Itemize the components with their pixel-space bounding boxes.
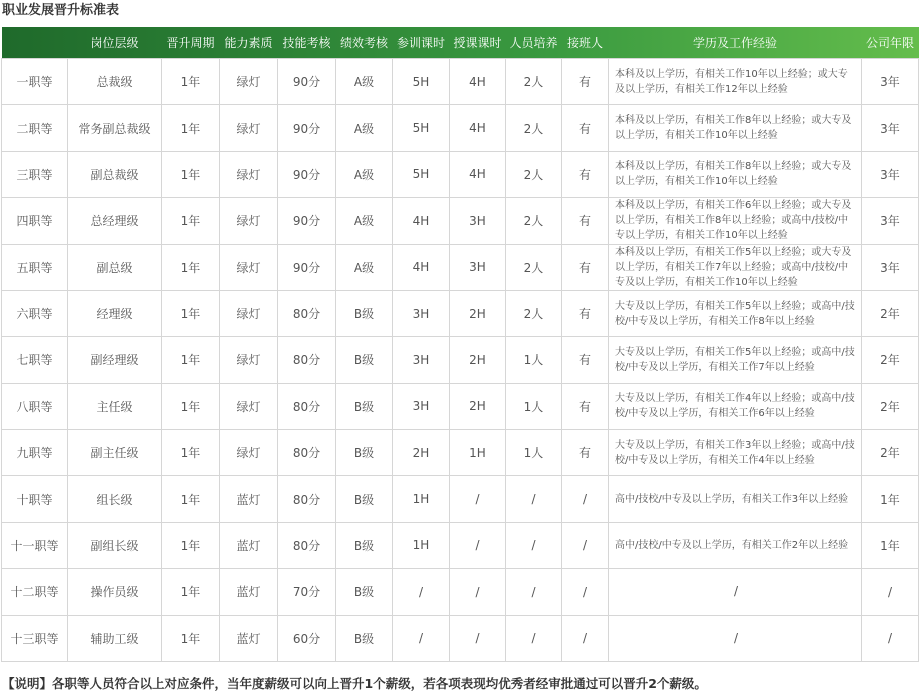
perf-cell: B级 (336, 569, 393, 615)
cycle-cell: 1年 (162, 244, 220, 290)
successor-cell: 有 (562, 383, 609, 429)
level-cell: 副主任级 (68, 430, 162, 476)
level-cell: 副经理级 (68, 337, 162, 383)
page-title: 职业发展晋升标准表 (2, 3, 120, 18)
cultivate-cell: / (506, 522, 562, 568)
teach-cell: / (450, 615, 506, 662)
header-perf-column: 绩效考核 (339, 36, 388, 50)
tenure-cell: 3年 (862, 105, 919, 151)
experience-cell: 本科及以上学历，有相关工作6年以上经验；或大专及以上学历，有相关工作8年以上经验；或高中/技校/中专以上学历，有相关工作10年以上经验 (609, 198, 862, 244)
grade-cell: 十三职等 (2, 615, 68, 662)
experience-cell: 大专及以上学历，有相关工作4年以上经验；或高中/技校/中专及以上学历，有相关工作6年以上经验 (609, 383, 862, 429)
teach-cell: 4H (450, 59, 506, 105)
table-row (2, 151, 919, 197)
cycle-cell: 1年 (162, 430, 220, 476)
cycle-cell: 1年 (162, 337, 220, 383)
tenure-cell: / (862, 569, 919, 615)
experience-cell: 本科及以上学历，有相关工作10年以上经验；或大专及以上学历，有相关工作12年以上经验 (609, 59, 862, 105)
header-cycle-column: 晋升周期 (166, 36, 215, 50)
header-cultivate-column: 人员培养 (509, 36, 558, 50)
teach-cell: 4H (450, 105, 506, 151)
train-cell: 1H (393, 476, 450, 522)
skill-cell: 90分 (278, 198, 336, 244)
perf-cell: B级 (336, 337, 393, 383)
table-row (2, 290, 919, 336)
skill-cell: 60分 (278, 615, 336, 662)
grade-cell: 十一职等 (2, 522, 68, 568)
cultivate-cell: 2人 (506, 151, 562, 197)
successor-cell: 有 (562, 105, 609, 151)
header-train-column: 参训课时 (396, 36, 445, 50)
level-cell: 总经理级 (68, 198, 162, 244)
cultivate-cell: / (506, 569, 562, 615)
level-cell: 副总裁级 (68, 151, 162, 197)
ability-cell: 绿灯 (220, 383, 278, 429)
successor-cell: 有 (562, 290, 609, 336)
tenure-cell: 3年 (862, 244, 919, 290)
skill-cell: 80分 (278, 476, 336, 522)
cycle-cell: 1年 (162, 569, 220, 615)
level-cell: 主任级 (68, 383, 162, 429)
perf-cell: A级 (336, 198, 393, 244)
table-row (2, 337, 919, 383)
teach-cell: 4H (450, 151, 506, 197)
table-row (2, 59, 919, 105)
perf-cell: B级 (336, 615, 393, 662)
cultivate-cell: / (506, 476, 562, 522)
train-cell: 2H (393, 430, 450, 476)
successor-cell: 有 (562, 430, 609, 476)
experience-cell: 本科及以上学历，有相关工作5年以上经验；或大专及以上学历，有相关工作7年以上经验；或高中/技校/中专及以上学历，有相关工作10年以上经验 (609, 244, 862, 290)
cultivate-cell: 1人 (506, 383, 562, 429)
train-cell: 3H (393, 337, 450, 383)
header-successor-column: 接班人 (566, 36, 603, 50)
table-row (2, 476, 919, 522)
promotion-standard-table (1, 27, 919, 662)
ability-cell: 绿灯 (220, 244, 278, 290)
grade-cell: 十职等 (2, 476, 68, 522)
ability-cell: 蓝灯 (220, 615, 278, 662)
ability-cell: 蓝灯 (220, 476, 278, 522)
skill-cell: 90分 (278, 105, 336, 151)
grade-cell: 六职等 (2, 290, 68, 336)
experience-cell: / (609, 615, 862, 662)
header-experience-column: 学历及工作经验 (692, 36, 777, 50)
train-cell: 1H (393, 522, 450, 568)
tenure-cell: 2年 (862, 290, 919, 336)
perf-cell: A级 (336, 105, 393, 151)
cultivate-cell: 1人 (506, 430, 562, 476)
teach-cell: 3H (450, 198, 506, 244)
cultivate-cell: / (506, 615, 562, 662)
tenure-cell: 3年 (862, 59, 919, 105)
level-cell: 总裁级 (68, 59, 162, 105)
table-row (2, 105, 919, 151)
teach-cell: 1H (450, 430, 506, 476)
cycle-cell: 1年 (162, 476, 220, 522)
cycle-cell: 1年 (162, 105, 220, 151)
grade-cell: 五职等 (2, 244, 68, 290)
cultivate-cell: 2人 (506, 59, 562, 105)
ability-cell: 绿灯 (220, 290, 278, 336)
train-cell: / (393, 615, 450, 662)
successor-cell: / (562, 522, 609, 568)
cultivate-cell: 2人 (506, 105, 562, 151)
grade-cell: 十二职等 (2, 569, 68, 615)
table-row (2, 198, 919, 244)
cycle-cell: 1年 (162, 151, 220, 197)
grade-cell: 三职等 (2, 151, 68, 197)
perf-cell: B级 (336, 290, 393, 336)
train-cell: 3H (393, 290, 450, 336)
table-row (2, 244, 919, 290)
cultivate-cell: 2人 (506, 290, 562, 336)
table-row (2, 569, 919, 615)
level-cell: 组长级 (68, 476, 162, 522)
table-row (2, 522, 919, 568)
ability-cell: 绿灯 (220, 198, 278, 244)
ability-cell: 绿灯 (220, 59, 278, 105)
teach-cell: 2H (450, 290, 506, 336)
train-cell: / (393, 569, 450, 615)
table-row (2, 383, 919, 429)
train-cell: 5H (393, 59, 450, 105)
train-cell: 4H (393, 244, 450, 290)
experience-cell: 高中/技校/中专及以上学历，有相关工作3年以上经验 (609, 476, 862, 522)
tenure-cell: 2年 (862, 337, 919, 383)
ability-cell: 绿灯 (220, 430, 278, 476)
skill-cell: 80分 (278, 290, 336, 336)
perf-cell: B级 (336, 430, 393, 476)
perf-cell: B级 (336, 522, 393, 568)
cycle-cell: 1年 (162, 59, 220, 105)
level-cell: 副组长级 (68, 522, 162, 568)
ability-cell: 绿灯 (220, 151, 278, 197)
teach-cell: 2H (450, 383, 506, 429)
perf-cell: A级 (336, 59, 393, 105)
experience-cell: 本科及以上学历，有相关工作8年以上经验；或大专及以上学历，有相关工作10年以上经验 (609, 105, 862, 151)
successor-cell: 有 (562, 244, 609, 290)
grade-cell: 四职等 (2, 198, 68, 244)
cultivate-cell: 2人 (506, 198, 562, 244)
train-cell: 5H (393, 105, 450, 151)
cultivate-cell: 1人 (506, 337, 562, 383)
tenure-cell: / (862, 615, 919, 662)
train-cell: 5H (393, 151, 450, 197)
tenure-cell: 2年 (862, 430, 919, 476)
perf-cell: A级 (336, 244, 393, 290)
level-cell: 操作员级 (68, 569, 162, 615)
header-ability-column: 能力素质 (224, 36, 273, 50)
successor-cell: 有 (562, 337, 609, 383)
experience-cell: 大专及以上学历，有相关工作5年以上经验；或高中/技校/中专及以上学历，有相关工作7年以上经验 (609, 337, 862, 383)
cycle-cell: 1年 (162, 198, 220, 244)
successor-cell: 有 (562, 198, 609, 244)
successor-cell: / (562, 569, 609, 615)
tenure-cell: 1年 (862, 476, 919, 522)
train-cell: 4H (393, 198, 450, 244)
header-teach-column: 授课课时 (453, 36, 502, 50)
level-cell: 经理级 (68, 290, 162, 336)
teach-cell: / (450, 522, 506, 568)
teach-cell: / (450, 569, 506, 615)
perf-cell: A级 (336, 151, 393, 197)
grade-cell: 一职等 (2, 59, 68, 105)
experience-cell: 大专及以上学历，有相关工作3年以上经验；或高中/技校/中专及以上学历，有相关工作4年以上经验 (609, 430, 862, 476)
skill-cell: 90分 (278, 244, 336, 290)
experience-cell: 本科及以上学历，有相关工作8年以上经验；或大专及以上学历，有相关工作10年以上经验 (609, 151, 862, 197)
cycle-cell: 1年 (162, 290, 220, 336)
cycle-cell: 1年 (162, 383, 220, 429)
tenure-cell: 3年 (862, 151, 919, 197)
level-cell: 副总级 (68, 244, 162, 290)
successor-cell: / (562, 476, 609, 522)
ability-cell: 蓝灯 (220, 522, 278, 568)
cycle-cell: 1年 (162, 522, 220, 568)
level-cell: 辅助工级 (68, 615, 162, 662)
successor-cell: 有 (562, 59, 609, 105)
teach-cell: / (450, 476, 506, 522)
table-header-row (2, 27, 919, 59)
perf-cell: B级 (336, 383, 393, 429)
skill-cell: 80分 (278, 522, 336, 568)
header-tenure-column: 公司年限 (865, 36, 914, 50)
cycle-cell: 1年 (162, 615, 220, 662)
tenure-cell: 1年 (862, 522, 919, 568)
skill-cell: 80分 (278, 430, 336, 476)
skill-cell: 80分 (278, 337, 336, 383)
teach-cell: 3H (450, 244, 506, 290)
header-grade-column (2, 27, 68, 59)
grade-cell: 八职等 (2, 383, 68, 429)
footnote: 【说明】各职等人员符合以上对应条件，当年度薪级可以向上晋升1个薪级，若各项表现均优秀者经审批通过可以晋升2个薪级。 (2, 676, 707, 691)
skill-cell: 70分 (278, 569, 336, 615)
successor-cell: 有 (562, 151, 609, 197)
ability-cell: 绿灯 (220, 105, 278, 151)
skill-cell: 80分 (278, 383, 336, 429)
teach-cell: 2H (450, 337, 506, 383)
experience-cell: 高中/技校/中专及以上学历，有相关工作2年以上经验 (609, 522, 862, 568)
perf-cell: B级 (336, 476, 393, 522)
header-level-column: 岗位层级 (90, 36, 139, 50)
cultivate-cell: 2人 (506, 244, 562, 290)
skill-cell: 90分 (278, 151, 336, 197)
table-row (2, 430, 919, 476)
header-skill-column: 技能考核 (282, 36, 331, 50)
experience-cell: / (609, 569, 862, 615)
tenure-cell: 2年 (862, 383, 919, 429)
ability-cell: 绿灯 (220, 337, 278, 383)
table-body (2, 59, 919, 662)
experience-cell: 大专及以上学历，有相关工作5年以上经验；或高中/技校/中专及以上学历，有相关工作8年以上经验 (609, 290, 862, 336)
skill-cell: 90分 (278, 59, 336, 105)
train-cell: 3H (393, 383, 450, 429)
ability-cell: 蓝灯 (220, 569, 278, 615)
grade-cell: 二职等 (2, 105, 68, 151)
grade-cell: 九职等 (2, 430, 68, 476)
successor-cell: / (562, 615, 609, 662)
level-cell: 常务副总裁级 (68, 105, 162, 151)
grade-cell: 七职等 (2, 337, 68, 383)
tenure-cell: 3年 (862, 198, 919, 244)
table-row (2, 615, 919, 662)
